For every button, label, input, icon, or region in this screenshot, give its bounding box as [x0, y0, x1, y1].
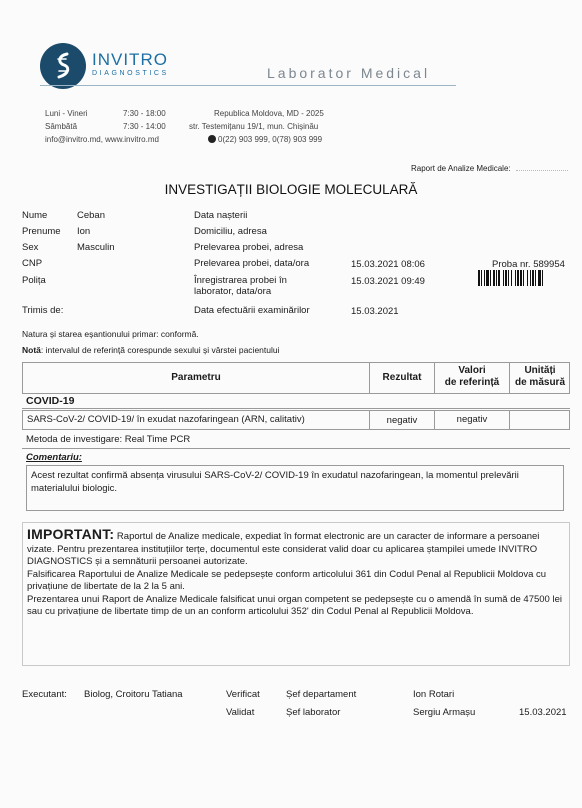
registration-label-1: Înregistrarea probei în	[194, 275, 287, 286]
exam-date-label: Data efectuării examinărilor	[194, 305, 310, 316]
name-value: Ceban	[77, 210, 105, 221]
barcode-bar	[478, 270, 480, 286]
registration-datetime-value: 15.03.2021 09:49	[351, 276, 425, 287]
barcode-bar	[530, 270, 531, 286]
method-text: Metoda de investigare: Real Time PCR	[26, 434, 191, 445]
important-paragraph-1: Raportul de Analize medicale, expediat în format electronic are un caracter de informare a persoanei vizate. Pentru prezentarea instituțiilor terțe, documentul este considerat valid doar cu aplicarea ștampilei umede INVITRO DIAGNOSTICS și a semnăturii persoanei autorizate.	[27, 531, 540, 567]
phone-numbers: 0(22) 903 999, 0(78) 903 999	[218, 135, 323, 144]
column-divider	[509, 411, 510, 429]
contact-web: info@invitro.md, www.invitro.md	[45, 135, 159, 144]
header-valori	[435, 363, 509, 393]
hours-time-1: 7:30 - 18:00	[123, 109, 166, 118]
validat-label: Validat	[226, 707, 255, 718]
page-title: INVESTIGAȚII BIOLOGIE MOLECULARĂ	[164, 182, 418, 197]
barcode-bar	[538, 270, 541, 286]
report-number-line	[516, 170, 568, 171]
section-divider	[22, 408, 570, 409]
important-paragraph-2: Falsificarea Raportului de Analize Medicale se pedepsește conform articolului 361 din Codul Penal al Republicii Moldova cu privațiune de libertate de la 2 la 5 ani.	[27, 568, 547, 592]
brand-name: INVITRO	[92, 50, 168, 69]
section-title: COVID-19	[26, 395, 75, 407]
barcode-bar	[505, 270, 507, 286]
important-paragraph-3: Prezentarea unui Raport de Analize Medicale falsificat unui organ competent se pedepsește cu o amendă în sumă de 47500 lei sau cu privațiune de libertate timp de un an conform articolului 352' din Codul Penal al Republicii Moldova.	[27, 593, 562, 617]
header-valori-line-1: Valori	[458, 365, 486, 376]
comment-text: Acest rezultat confirmă absența virusului SARS-CoV-2/ COVID-19 în exudatul nazofaringean, la momentul prelevării materialului biologic.	[31, 470, 519, 494]
header-rezultat: Rezultat	[382, 372, 422, 383]
header-unitati	[510, 363, 570, 393]
row-parameter: SARS-CoV-2/ COVID-19/ în exudat nazofaringean (ARN, calitativ)	[27, 414, 305, 425]
validation-date: 15.03.2021	[519, 707, 567, 718]
lab-title: Laborator Medical	[267, 65, 431, 81]
sex-label: Sex	[22, 242, 39, 253]
method-divider	[22, 448, 570, 449]
name-label: Nume	[22, 210, 48, 221]
proba-label: Proba nr.	[492, 259, 531, 270]
comment-label: Comentariu:	[26, 452, 82, 463]
sample-datetime-label: Prelevarea probei, data/ora	[194, 258, 310, 269]
report-label: Raport de Analize Medicale:	[411, 164, 511, 173]
hours-day-2: Sâmbătă	[45, 122, 78, 131]
header-parametru: Parametru	[171, 372, 221, 383]
barcode-bar	[520, 270, 522, 286]
domicile-label: Domiciliu, adresa	[194, 226, 267, 237]
polita-label: Polița	[22, 275, 46, 286]
phone-line	[208, 134, 322, 146]
hours-day-1: Luni - Vineri	[45, 109, 88, 118]
barcode-bar	[493, 270, 495, 286]
prenume-label: Prenume	[22, 226, 61, 237]
important-box	[22, 522, 570, 666]
brand	[92, 51, 169, 78]
executant-label: Executant:	[22, 689, 67, 700]
trimis-label: Trimis de:	[22, 305, 64, 316]
verificat-label: Verificat	[226, 689, 260, 700]
laborator-head-name: Sergiu Armașu	[413, 707, 476, 718]
header-unitati-line-1: Unități	[524, 365, 556, 376]
barcode-bar	[498, 270, 500, 286]
sef-departament-label: Șef departament	[286, 689, 357, 700]
row-result: negativ	[386, 415, 418, 426]
barcode-bar	[481, 270, 482, 286]
reference-note	[22, 345, 280, 355]
registration-label-2: laborator, data/ora	[194, 286, 272, 297]
sef-laborator-label: Șef laborator	[286, 707, 341, 718]
barcode-bar	[542, 270, 543, 286]
nota-text: : intervalul de referință corespunde sexului și vârstei pacientului	[40, 345, 280, 355]
address-line-2: str. Testemițanu 19/1, mun. Chișinău	[189, 122, 319, 131]
proba-value: 589954	[533, 259, 565, 270]
phone-icon	[208, 135, 216, 143]
nota-label: Notă	[22, 345, 41, 355]
barcode-bar	[532, 270, 534, 286]
exam-date-value: 15.03.2021	[351, 306, 399, 317]
row-reference: negativ	[456, 414, 488, 425]
executant-name: Biolog, Croitoru Tatiana	[84, 689, 183, 700]
invitro-logo	[40, 43, 86, 89]
address-line-1: Republica Moldova, MD - 2025	[214, 109, 324, 118]
barcode-bar	[515, 270, 516, 286]
barcode-bar	[490, 270, 491, 286]
important-text	[27, 528, 565, 619]
comment-box	[26, 465, 564, 511]
departament-head-name: Ion Rotari	[413, 689, 455, 700]
brand-subtitle: DIAGNOSTICS	[92, 70, 169, 77]
barcode-bar	[508, 270, 509, 286]
birth-date-label: Data nașterii	[194, 210, 248, 221]
results-table-header	[22, 362, 570, 394]
header-unitati-line-2: de măsură	[514, 377, 566, 388]
barcode-bar	[511, 270, 512, 286]
important-label: IMPORTANT:	[27, 526, 115, 542]
barcode	[478, 270, 568, 286]
result-row	[22, 410, 570, 430]
cnp-label: CNP	[22, 258, 43, 269]
barcode-bar	[503, 270, 504, 286]
sample-address-label: Prelevarea probei, adresa	[194, 242, 304, 253]
sample-nature-note: Natura și starea eșantionului primar: conformă.	[22, 329, 199, 339]
barcode-bar	[517, 270, 519, 286]
proba-number	[492, 259, 565, 270]
header-valori-line-2: de referință	[444, 377, 500, 388]
prenume-value: Ion	[77, 226, 91, 237]
sex-value: Masculin	[77, 242, 115, 253]
barcode-bar	[523, 270, 524, 286]
barcode-bar	[484, 270, 485, 286]
sample-datetime-value: 15.03.2021 08:06	[351, 259, 425, 270]
barcode-bar	[486, 270, 489, 286]
header-divider	[40, 85, 456, 86]
barcode-bar	[535, 270, 536, 286]
barcode-bar	[527, 270, 528, 286]
barcode-bar	[496, 270, 497, 286]
hours-time-2: 7:30 - 14:00	[123, 122, 166, 131]
